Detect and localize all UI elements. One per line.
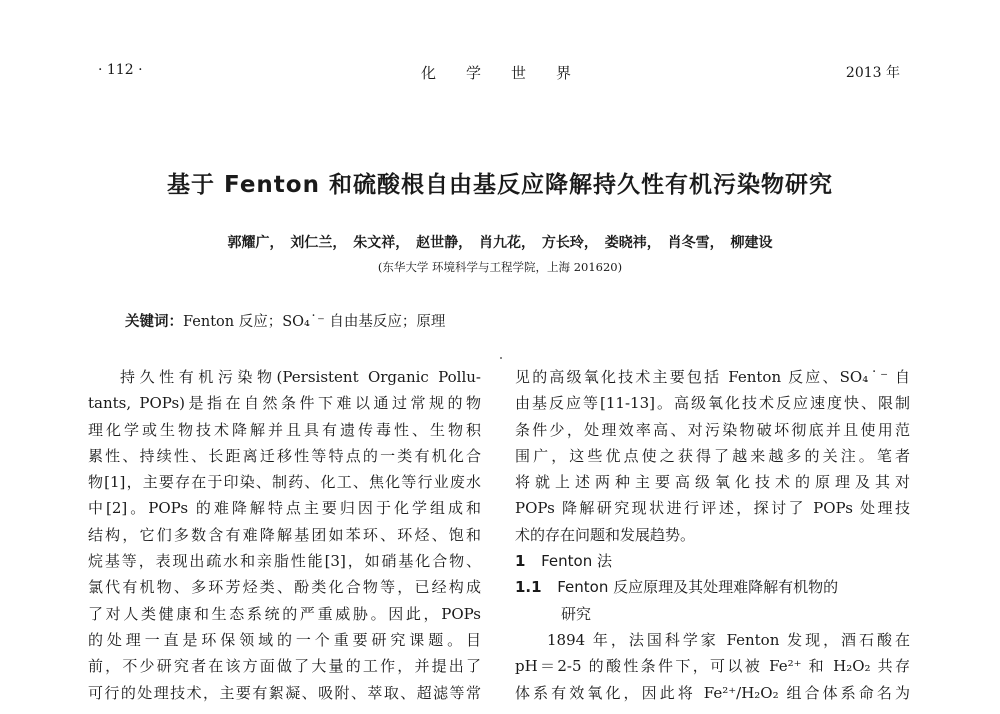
- paragraph-line: 物[1]，主要存在于印染、制药、化工、焦化等行业废水: [88, 473, 481, 492]
- right-column: [515, 364, 910, 706]
- section-title: Fenton 法: [541, 552, 612, 571]
- paragraph-line: 条件少，处理效率高、对污染物破坏彻底并且使用范: [515, 420, 910, 439]
- paragraph-line: 中[2]。POPs 的难降解特点主要归因于化学组成和: [88, 499, 481, 518]
- paragraph-line: 的处理一直是环保领域的一个重要研究课题。目: [88, 630, 481, 649]
- paragraph-line: 将就上述两种主要高级氧化技术的原理及其对: [515, 473, 910, 492]
- publication-year: 2013 年: [845, 65, 900, 81]
- section-heading-1: [515, 548, 910, 574]
- paragraph-line: 了对人类健康和生态系统的严重威胁。因此，POPs: [88, 604, 481, 623]
- section-number: 1: [515, 552, 526, 571]
- paragraph-line: 持久性有机污染物(Persistent Organic Pollu-: [120, 368, 481, 386]
- running-header: [0, 62, 1000, 86]
- affiliation: (东华大学 环境科学与工程学院，上海 201620): [377, 260, 623, 274]
- section-title: Fenton 反应原理及其处理难降解有机物的: [557, 578, 839, 597]
- paragraph-line: POPs 降解研究现状进行评述，探讨了 POPs 处理技: [515, 499, 910, 518]
- article-title: 基于 Fenton 和硫酸根自由基反应降解持久性有机污染物研究: [167, 172, 833, 198]
- column-divider-mark: [500, 357, 502, 359]
- keywords: [125, 310, 445, 331]
- paragraph-line: pH＝2-5 的酸性条件下，可以被 Fe²⁺ 和 H₂O₂ 共存: [515, 657, 910, 676]
- keywords-text: Fenton 反应；SO₄˙⁻ 自由基反应；原理: [183, 314, 446, 330]
- journal-name: 化学世界: [420, 64, 601, 82]
- paragraph-line: 1894 年，法国科学家 Fenton 发现，酒石酸在: [547, 630, 910, 649]
- paragraph-line: 累性、持续性、长距离迁移性等特点的一类有机化合: [88, 446, 481, 465]
- page-number: · 112 ·: [98, 62, 143, 78]
- paragraph-line: 理化学或生物技术降解并且具有遗传毒性、生物积: [88, 420, 481, 439]
- author-list: 郭耀广， 刘仁兰， 朱文祥， 赵世静， 肖九花， 方长玲， 娄晓祎， 肖冬雪， 柳建设: [227, 235, 773, 251]
- paragraph-line: 体系有效氧化，因此将 Fe²⁺/H₂O₂ 组合体系命名为: [515, 683, 910, 702]
- paragraph-line: 结构，它们多数含有难降解基团如苯环、环烃、饱和: [88, 525, 481, 544]
- keywords-label: 关键词：: [125, 314, 183, 330]
- paragraph-line: 前，不少研究者在该方面做了大量的工作，并提出了: [88, 657, 481, 676]
- paragraph-line: 由基反应等[11-13]。高级氧化技术反应速度快、限制: [515, 394, 910, 413]
- section-number: 1.1: [515, 578, 542, 597]
- paragraph-line: 烷基等，表现出疏水和亲脂性能[3]，如硝基化合物、: [88, 552, 481, 571]
- paragraph-line: 术的存在问题和发展趋势。: [515, 525, 696, 544]
- paragraph-line: 围广，这些优点使之获得了越来越多的关注。笔者: [515, 446, 910, 465]
- left-column: [88, 364, 481, 706]
- paragraph-line: tants, POPs)是指在自然条件下难以通过常规的物: [88, 394, 481, 413]
- paragraph-line: 见的高级氧化技术主要包括 Fenton 反应、SO₄˙⁻ 自: [515, 368, 910, 386]
- section-heading-1-1: [515, 574, 910, 600]
- paragraph-line: 氯代有机物、多环芳烃类、酚类化合物等，已经构成: [88, 578, 481, 597]
- section-title-continued: 研究: [561, 604, 592, 623]
- paragraph-line: 可行的处理技术，主要有絮凝、吸附、萃取、超滤等常: [88, 683, 481, 702]
